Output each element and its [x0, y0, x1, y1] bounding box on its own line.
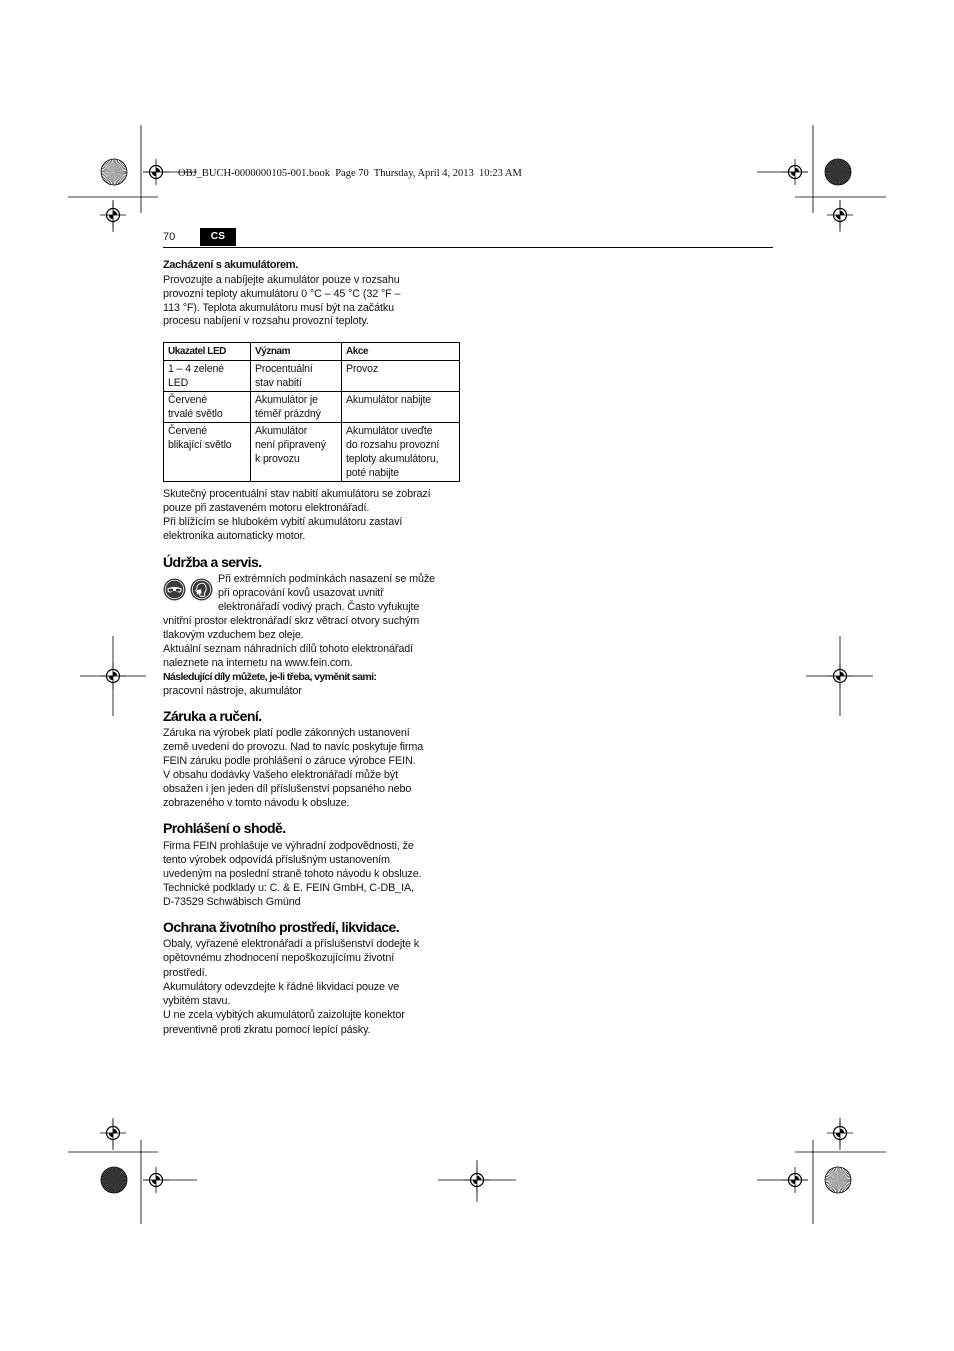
text-line: naleznete na internetu na www.fein.com. [163, 657, 353, 669]
text-line: Červené [168, 425, 207, 437]
text-line: elektronika automaticky motor. [163, 530, 306, 542]
table-row [164, 361, 460, 392]
battery-notes [163, 487, 473, 543]
table-cell [164, 392, 251, 423]
text-line: Akumulátor nabijte [346, 394, 432, 406]
text-line: vnitřní prostor elektronářadí skrz větrací otvory suchým [163, 615, 420, 627]
text-line: k provozu [255, 453, 300, 465]
warranty-paragraph [163, 726, 473, 810]
text-line: 1 – 4 zelené [168, 363, 224, 375]
text-line: téměř prázdný [255, 408, 321, 420]
text-line: do rozsahu provozní [346, 439, 440, 451]
text-line: Procentuální [255, 363, 313, 375]
declaration-heading: Prohlášení o shodě. [163, 820, 286, 836]
text-line: Záruka na výrobek platí podle zákonných ustanovení [163, 727, 410, 739]
text-line: tlakovým vzduchem bez oleje. [163, 629, 304, 641]
text-line: prostředí. [163, 966, 208, 979]
text-line: D-73529 Schwäbisch Gmünd [163, 896, 301, 908]
text-line: 113 °F). Teplota akumulátoru musí být na začátku [163, 301, 395, 314]
text-line: Aktuální seznam náhradních dílů tohoto elektronářadí [163, 643, 414, 655]
text-line: uvedeným na poslední straně tohoto návodu k obsluze. [163, 868, 422, 880]
text-line: stav nabití [255, 377, 302, 389]
text-line: procesu nabíjení v rozsahu provozní teploty. [163, 315, 369, 328]
declaration-paragraph [163, 839, 473, 909]
text-line: Skutečný procentuální stav nabití akumulátoru se zobrazí [163, 488, 431, 500]
column-header-led: Ukazatel LED [164, 343, 251, 361]
text-line: Při extrémních podmínkách nasazení se může [218, 573, 436, 585]
color-bar-sunburst-top-right [825, 159, 851, 185]
registration-mark-icon [100, 663, 126, 689]
table-cell [251, 423, 342, 482]
text-line: Akumulátory odevzdejte k řádné likvidaci pouze ve [163, 980, 399, 993]
environment-heading: Ochrana životního prostředí, likvidace. [163, 919, 400, 935]
text-line: Červené [168, 394, 207, 406]
text-line: teploty akumulátoru, [346, 453, 439, 465]
table-cell [164, 361, 251, 392]
print-job-header: OBJ_BUCH-0000000105-001.book Page 70 Thursday, April 4, 2013 10:23 AM [178, 168, 522, 179]
header-rule [163, 247, 773, 248]
text-line: zobrazeného v tomto návodu k obsluze. [163, 797, 350, 809]
environment-paragraph [163, 937, 473, 1037]
registration-mark-icon [143, 1167, 169, 1193]
replaceable-parts-label: Následující díly můžete, je-li třeba, vyměnit sami: [163, 671, 377, 683]
registration-mark-icon [464, 1167, 490, 1193]
text-line: při opracování kovů usazovat uvnitř [218, 587, 384, 599]
table-cell [342, 361, 460, 392]
text-line: Při blížícím se hlubokém vybití akumulátoru zastaví [163, 516, 403, 528]
table-row [164, 392, 460, 423]
spare-parts-note [163, 642, 473, 670]
registration-mark-icon [100, 202, 126, 228]
text-line: Akumulátor [255, 425, 308, 437]
column-header-meaning: Význam [251, 343, 342, 361]
color-bar-sunburst-top-left [101, 159, 127, 185]
registration-mark-icon [827, 1120, 853, 1146]
page-number: 70 [163, 231, 176, 243]
text-line: provozní teploty akumulátoru 0 °C – 45 °C (32 °F – [163, 287, 401, 300]
text-line: Firma FEIN prohlašuje ve výhradní zodpovědnosti, že [163, 840, 414, 852]
text-line: Akumulátor je [255, 394, 318, 406]
registration-mark-icon [827, 663, 853, 689]
table-header-row [164, 343, 460, 361]
text-line: elektronářadí vodivý prach. Často vyfukujte [218, 601, 420, 613]
text-line: Provoz [346, 363, 379, 375]
table-cell [251, 361, 342, 392]
text-line: Provozujte a nabíjejte akumulátor pouze v rozsahu [163, 274, 400, 286]
table-cell [164, 423, 251, 482]
text-line: vybitém stavu. [163, 995, 231, 1008]
table-cell [342, 392, 460, 423]
color-bar-sunburst-bottom-right [825, 1167, 851, 1193]
battery-handling-paragraph [163, 274, 473, 329]
text-line: trvalé světlo [168, 408, 223, 420]
text-line: není připravený [255, 439, 326, 451]
text-line: opětovnému zhodnocení nepoškozujícímu životní [163, 952, 395, 965]
table-cell [342, 423, 460, 482]
maintenance-body [163, 572, 473, 698]
text-line: tento výrobek odpovídá příslušným ustanovením [163, 854, 390, 866]
column-header-action: Akce [342, 343, 460, 361]
text-line: V obsahu dodávky Vašeho elektronářadí může být [163, 769, 398, 781]
registration-mark-icon [143, 159, 169, 185]
text-line: Akumulátor uveďte [346, 425, 433, 437]
dust-cleaning-note [163, 572, 473, 642]
table-cell [251, 392, 342, 423]
text-line: poté nabijte [346, 467, 399, 479]
registration-mark-icon [782, 1167, 808, 1193]
registration-mark-icon [827, 202, 853, 228]
text-line: Technické podklady u: C. & E. FEIN GmbH, C-DB_IA, [163, 882, 414, 894]
text-line: blikající světlo [168, 439, 232, 451]
text-line: obsažen i jen jeden díl příslušenství popsaného nebo [163, 783, 412, 795]
language-badge: CS [200, 228, 236, 246]
replaceable-parts-list: pracovní nástroje, akumulátor [163, 685, 302, 697]
table-row [164, 423, 460, 482]
color-bar-sunburst-bottom-left [101, 1167, 127, 1193]
text-line: LED [168, 377, 189, 389]
text-line: preventivně proti zkratu pomocí lepící pásky. [163, 1023, 371, 1036]
text-line: FEIN záruku podle prohlášení o záruce výrobce FEIN. [163, 755, 416, 767]
battery-handling-heading: Zacházení s akumulátorem. [163, 259, 298, 271]
maintenance-heading: Údržba a servis. [163, 554, 262, 570]
led-indicator-table [163, 342, 460, 482]
text-line: pouze při zastaveném motoru elektronářadí. [163, 502, 370, 514]
text-line: U ne zcela vybitých akumulátorů zaizolujte konektor [163, 1009, 405, 1022]
registration-mark-icon [782, 159, 808, 185]
text-line: země uvedení do provozu. Nad to navíc poskytuje firma [163, 741, 424, 753]
warranty-heading: Záruka a ručení. [163, 708, 262, 724]
registration-mark-icon [100, 1120, 126, 1146]
text-line: Obaly, vyřazené elektronářadí a příslušenství dodejte k [163, 938, 420, 950]
